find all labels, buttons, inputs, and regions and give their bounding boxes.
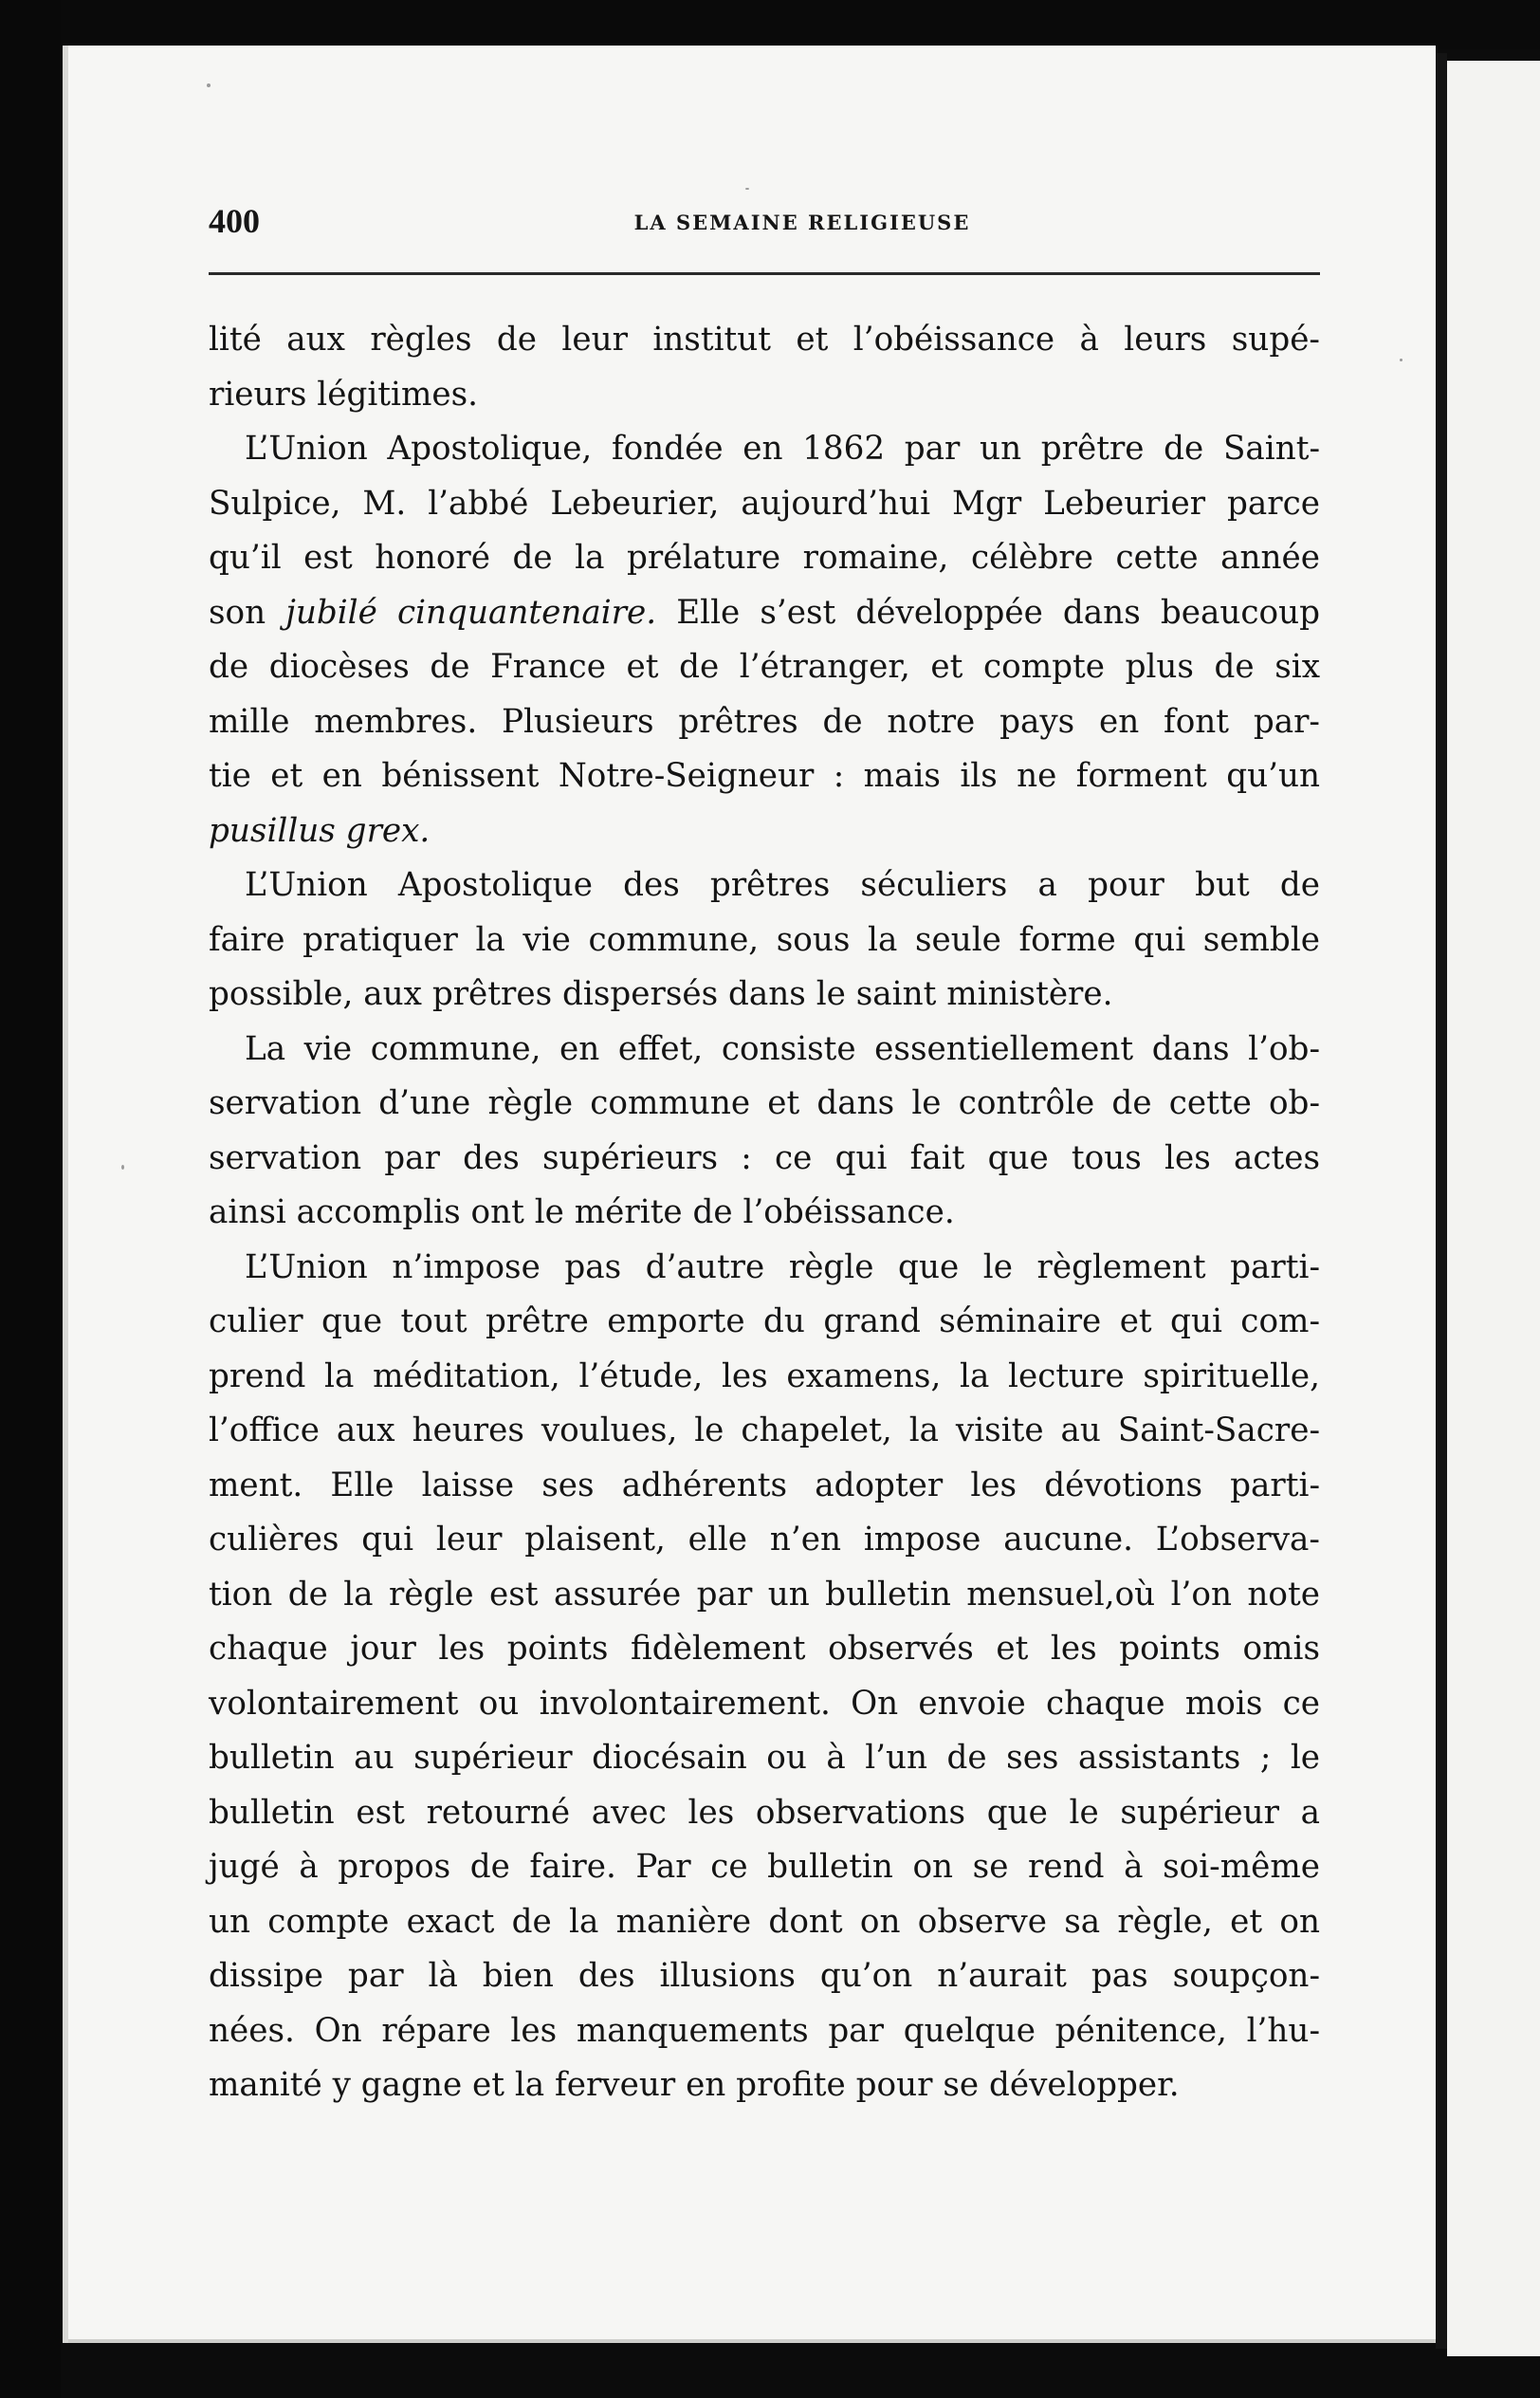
text-line-content: lité aux règles de leur institut et l’obéissance à leurs supé- bbox=[209, 321, 1320, 359]
paper-speck bbox=[745, 188, 749, 190]
text-line bbox=[209, 968, 1320, 1023]
text-line bbox=[209, 1513, 1320, 1568]
text-line bbox=[209, 1840, 1320, 1895]
text-line bbox=[209, 1786, 1320, 1841]
text-line-content: l’office aux heures voulues, le chapelet, la visite au Saint-Sacre- bbox=[209, 1411, 1320, 1449]
text-line-content: ainsi accomplis ont le mérite de l’obéissance. bbox=[209, 1193, 955, 1231]
page-header bbox=[209, 201, 1320, 247]
text-line-content: servation d’une règle commune et dans le contrôle de cette ob- bbox=[209, 1084, 1320, 1122]
text-line bbox=[209, 1459, 1320, 1514]
paper-speck bbox=[1400, 359, 1402, 361]
text-line-content: jugé à propos de faire. Par ce bulletin on se rend à soi-même bbox=[209, 1848, 1320, 1886]
text-line bbox=[209, 313, 1320, 368]
text-line bbox=[209, 1350, 1320, 1405]
text-line bbox=[209, 1622, 1320, 1677]
text-line bbox=[209, 1404, 1320, 1459]
text-line-content: servation par des supérieurs : ce qui fait que tous les actes bbox=[209, 1138, 1320, 1177]
text-line-content: volontairement ou involontairement. On envoie chaque mois ce bbox=[209, 1684, 1320, 1723]
text-line bbox=[209, 913, 1320, 968]
text-line-content: culières qui leur plaisent, elle n’en impose aucune. L’observa- bbox=[209, 1521, 1320, 1559]
text-line bbox=[209, 640, 1320, 695]
text-line-content: Sulpice, M. l’abbé Lebeurier, aujourd’hui Mgr Lebeurier parce bbox=[209, 484, 1320, 523]
text-line bbox=[209, 477, 1320, 532]
paper-speck bbox=[121, 1165, 124, 1170]
paper-speck bbox=[207, 83, 211, 87]
text-line bbox=[209, 1023, 1320, 1078]
text-line-content: son bbox=[209, 593, 286, 632]
text-line bbox=[209, 749, 1320, 804]
text-line-content: un compte exact de la manière dont on observe sa règle, et on bbox=[209, 1902, 1320, 1941]
header-rule bbox=[209, 272, 1320, 275]
text-line-content: qu’il est honoré de la prélature romaine, célèbre cette année bbox=[209, 539, 1320, 577]
text-line-content: L’Union Apostolique, fondée en 1862 par un prêtre de Saint- bbox=[245, 430, 1320, 468]
text-line-content: manité y gagne et la ferveur en profite pour se développer. bbox=[209, 2066, 1180, 2104]
text-line-content: de diocèses de France et de l’étranger, et compte plus de six bbox=[209, 648, 1320, 686]
text-line bbox=[209, 586, 1320, 641]
text-line-content: mille membres. Plusieurs prêtres de notre pays en font par- bbox=[209, 702, 1320, 741]
text-line-content: ment. Elle laisse ses adhérents adopter les dévotions parti- bbox=[209, 1466, 1320, 1504]
text-line-content: faire pratiquer la vie commune, sous la seule forme qui semble bbox=[209, 920, 1320, 959]
adjacent-page-edge bbox=[1447, 61, 1540, 2356]
text-line-content: culier que tout prêtre emporte du grand séminaire et qui com- bbox=[209, 1302, 1320, 1340]
page-number: 400 bbox=[209, 202, 260, 240]
running-head: LA SEMAINE RELIGIEUSE bbox=[633, 211, 971, 234]
text-line-content: La vie commune, en effet, consiste essentiellement dans l’ob- bbox=[245, 1029, 1320, 1068]
text-line bbox=[209, 2004, 1320, 2059]
text-line bbox=[209, 368, 1320, 423]
text-line-content: chaque jour les points fidèlement observés et les points omis bbox=[209, 1630, 1320, 1668]
text-line-content: prend la méditation, l’étude, les examens, la lecture spirituelle, bbox=[209, 1356, 1320, 1395]
text-line bbox=[209, 1731, 1320, 1786]
text-line-content: bulletin au supérieur diocésain ou à l’un de ses assistants ; le bbox=[209, 1739, 1320, 1777]
text-line bbox=[209, 1077, 1320, 1132]
text-line bbox=[209, 1186, 1320, 1241]
text-line-content: dissipe par là bien des illusions qu’on n’aurait pas soupçon- bbox=[209, 1957, 1320, 1995]
text-line-content: possible, aux prêtres dispersés dans le saint ministère. bbox=[209, 975, 1113, 1013]
text-line bbox=[209, 804, 1320, 859]
text-line bbox=[209, 695, 1320, 750]
text-line bbox=[209, 1895, 1320, 1950]
text-line-content: tion de la règle est assurée par un bulletin mensuel,où l’on note bbox=[209, 1575, 1320, 1614]
text-line-rest: Elle s’est développée dans beaucoup bbox=[656, 593, 1320, 632]
scan-top-border bbox=[0, 0, 1540, 49]
text-line bbox=[209, 1295, 1320, 1350]
text-line bbox=[209, 1677, 1320, 1732]
text-line-content: L’Union Apostolique des prêtres séculiers a pour but de bbox=[245, 866, 1320, 904]
page-gutter-shadow bbox=[1436, 53, 1447, 2349]
text-line bbox=[209, 858, 1320, 913]
text-line-content: rieurs légitimes. bbox=[209, 375, 478, 414]
body-text bbox=[209, 313, 1320, 2113]
text-line bbox=[209, 1568, 1320, 1623]
italic-phrase: jubilé cinquantenaire. bbox=[285, 593, 657, 632]
scan-left-border bbox=[0, 0, 61, 2398]
text-line bbox=[209, 2058, 1320, 2113]
text-line bbox=[209, 422, 1320, 477]
italic-phrase: pusillus grex. bbox=[209, 811, 431, 850]
text-line bbox=[209, 1949, 1320, 2004]
text-line bbox=[209, 1241, 1320, 1296]
text-line-content: nées. On répare les manquements par quelque pénitence, l’hu- bbox=[209, 2011, 1320, 2050]
text-line-content: bulletin est retourné avec les observations que le supérieur a bbox=[209, 1793, 1320, 1832]
text-line bbox=[209, 531, 1320, 586]
text-line-content: L’Union n’impose pas d’autre règle que le règlement parti- bbox=[245, 1247, 1320, 1286]
text-line-content: tie et en bénissent Notre-Seigneur : mais ils ne forment qu’un bbox=[209, 757, 1320, 795]
text-line bbox=[209, 1132, 1320, 1187]
